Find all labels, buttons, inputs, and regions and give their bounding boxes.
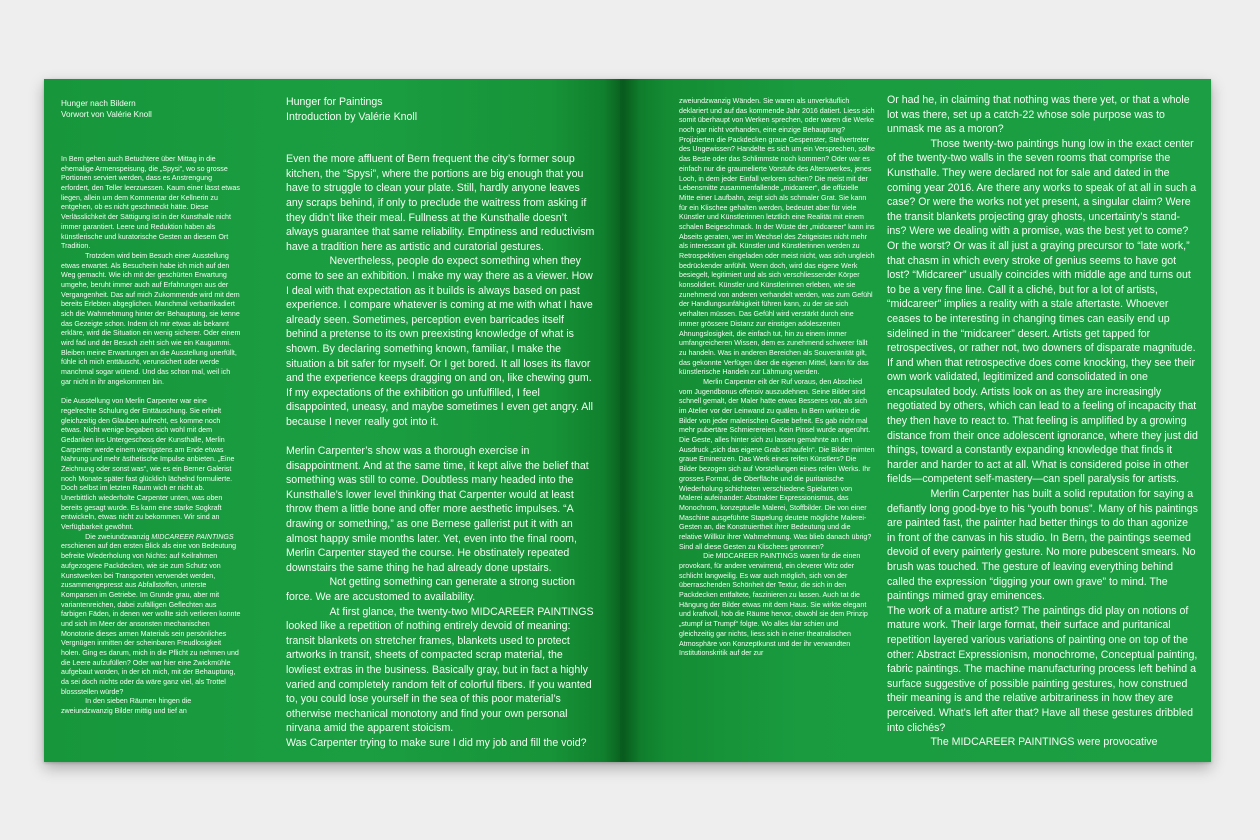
english-paragraph: Even the more affluent of Bern frequent the city’s former soup kitchen, the “Spysi”, where the portions are big enough that you have to struggle to clean your plate. Still, hardly anyone leaves any scraps behind, if only to preclude the waitress from asking if they didn’t like their meal. Fullness at the Kunsthalle doesn’t always guarantee that same reliability. Emptiness and reductivism have a tradition here as artistic and curatorial gestures.	[286, 153, 595, 253]
english-text-column-right	[887, 93, 1199, 750]
english-paragraph: Not getting something can generate a strong suction force. We are accustomed to availability.	[286, 576, 576, 603]
german-paragraph: In Bern gehen auch Betuchtere über Mittag in die ehemalige Armenspeisung, die „Spysi“, wo so grosse Portionen serviert werden, dass es Anstrengung erfordert, den Teller leerzuessen. Kaum einer lässt etwas liegen, allein um dem Kommentar der Kellnerin zu entgehen, ob es nicht geschmeckt hätte. Diese Verlässlichkeit der Sättigung ist in der Kunsthalle nicht immer garantiert. Leere und Reduktion haben als künstlerische und kuratorische Gesten an diesem Ort Tradition.	[61, 155, 240, 251]
book-spread	[44, 79, 1211, 762]
english-heading	[286, 95, 598, 124]
german-text-run: Die zweiundzwanzig	[85, 532, 152, 541]
german-title: Hunger nach Bildern	[61, 99, 136, 108]
german-text-column-left	[61, 155, 241, 717]
german-paragraph	[61, 533, 241, 698]
german-text-column-right	[679, 97, 875, 659]
english-paragraph: The MIDCAREER PAINTINGS were provocative	[930, 736, 1158, 749]
english-paragraph: Was Carpenter trying to make sure I did my job and fill the void?	[286, 736, 587, 749]
german-paragraph: Die Ausstellung von Merlin Carpenter war eine regelrechte Schulung der Enttäuschung. Sie erhielt gleichzeitig den Glauben aufrecht, es komme noch etwas. Nicht wenige begaben sich wohl mit dem Gedanken ins Untergeschoss der Kunsthalle, Merlin Carpenter werde einem wenigstens am Ende etwas Nahrung und mehr ästhetische Impulse anbieten. „Eine Zeichnung oder sonst was“, wie es ein Berner Galerist noch Monate später fast glücklich lächelnd formulierte. Doch selbst im letzten Raum wich er nicht ab. Unerbittlich wiederholte Carpenter unten, was oben bereits gesagt wurde. Es kann eine starke Sogkraft entwickeln, etwas nicht zu bekommen. Wir sind an Verfügbarkeit gewöhnt.	[61, 397, 235, 532]
german-subtitle: Vorwort von Valérie Knoll	[61, 110, 152, 119]
right-page	[620, 79, 1211, 762]
german-paragraph: Merlin Carpenter eilt der Ruf voraus, den Abschied vom Jugendbonus offensiv auszudehnen. Seine Bilder sind schnell gemalt, der Maler hatte etwas Besseres vor, als sich im Atelier vor der Leinwand zu quälen. In Bern wirkten die Bilder von jeder malerischen Geste befreit. Es gab nicht mal mehr pubertäre Schmierereien. Kein Pinsel wurde angerührt. Die Geste, alles hinter sich zu lassen gemahnte an den Ausdruck „sich das eigene Grab schaufeln“. Die Bilder mimten graue Eminenzen. Das Werk eines reifen Künstlers? Die Bilder bezogen sich auf Vorstellungen eines reifen Werks. Ihr grosses Format, die Oberfläche und die puritanische Wiederholung schichteten verschiedene Spielarten von Malerei aufeinander: Abstrakter Expressionismus, das Monochrom, konzeptuelle Malerei, Stoffbilder. Die von einer Maschine ausgeführte Stapelung deutete mögliche Malerei-Gesten an, die Konstruiertheit ihrer Bedeutung und die relative Willkür ihrer Wahrnehmung. Was blieb danach übrig? Sind all diese Gesten zu Klischees geronnen?	[679, 377, 875, 551]
german-paragraph: zweiundzwanzig Wänden. Sie waren als unverkäuflich deklariert und auf das kommende Jahr 2016 datiert. Liess sich somit überhaupt von Werken sprechen, oder waren die Werke noch gar nicht vorhanden, eine einzige Behauptung? Projizierten die Packdecken graue Gespenster, Stellvertreter des Ungewissen? Handelte es sich um ein Versprechen, sollte das Beste oder das Schlimmste noch kommen? Oder war es einfach nur die graumelierte Vorstufe des Alterswerkes, jenes Loch, in dem jeder Einfall verloren schien? Die meist mit der Lebensmitte zusammenfallende „midcareer“, die offizielle Mitte einer Laufbahn, zeigt sich als schmaler Grat. Sie kann für ein Klischee gehalten werden, bedeutet aber für viele Künstler und Künstlerinnen letztlich eine Realität mit einem schalen Beigeschmack. In der Wüste der „midcareer“ kann ins Abseits geraten, wer im Wechsel des Zeitgeistes nicht mehr als interessant gilt. Künstler und Künstlerinnen werden zu Retrospektiven eingeladen oder meist nicht, was sich ungleich bedrückender anfühlt. Wenn doch, wird das eigene Werk besiegelt, legitimiert und als sich verschliessender Körper konsolidiert. Künstler und Künstlerinnen erleben, wie sie zunehmend von anderen verhandelt werden, was zum Gefühl der Handlungsunfähigkeit führen kann, zu der sie sich verhalten müssen. Das Gefühl wird verstärkt durch eine immer grössere Distanz zur einstigen adoleszenten Ahnungslosigkeit, die einfach tut, hin zu einem immer umfangreicheren Wissen, dem es zunehmend schwerer fällt zu handeln. Was in anderen Bereichen als Souveränität gilt, das gekonnte Verfügen über die eigenen Mittel, kann für das künstlerische Handeln zur Lähmung werden.	[679, 97, 875, 377]
german-italic-title: MIDCAREER PAINTINGS	[151, 532, 234, 541]
german-paragraph: Trotzdem wird beim Besuch einer Ausstellung etwas erwartet. Als Besucherin habe ich mich auf den Weg gemacht. Wie ich mit der geschürten Erwartung umgehe, beruht immer auch auf Erfahrungen aus der Vergangenheit. Das auf mich Zukommende wird mit dem bereits Erlebten abgeglichen. Manchmal verbarrikadiert sich die Wahrnehmung hinter der Behauptung, sie kenne das Gezeigte schon. Indem ich mir etwas als bekannt erkläre, wird die Situation ein wenig sicherer. Oder einem wird fad und der Besuch zieht sich wie ein Kaugummi. Bleiben meine Erwartungen an die Ausstellung unerfüllt, fühle ich mich enttäuscht, verunsichert oder werde manchmal sogar wütend. Und das schon mal, weil ich gar nicht in ihr angekommen bin.	[61, 251, 241, 386]
english-title: Hunger for Paintings	[286, 96, 383, 108]
english-subtitle: Introduction by Valérie Knoll	[286, 110, 418, 123]
english-paragraph: The work of a mature artist? The paintings did play on notions of mature work. Their large format, their surface and puritanical repetition layered various variations of painting one on top of the other: Abstract Expressionism, monochrome, Conceptual painting, fabric paintings. The machine manufacturing process left behind a surface suggestive of possible painting gestures, how construed their meaning is and the relative arbitrariness in how they are perceived. What’s left after that? Have all these gestures dribbled into clichés?	[887, 604, 1198, 734]
english-paragraph: Those twenty-two paintings hung low in the exact center of the twenty-two walls in the seven rooms that comprise the Kunsthalle. They were declared not for sale and dated in the coming year 2016. Are there any works to speak of at all in such a case? Or were the works not yet present, a singular claim? Were the transit blankets projecting gray ghosts, uncertainty’s stand-ins? Were we dealing with a promise, was the best yet to come? Or the worst? Or was it all just a graying precursor to “late work,” that chasm in which every stroke of genius seems to have got lost? “Midcareer” usually coincides with middle age and turns out to be a very fine line. Call it a cliché, but for a lot of artists, “midcareer” implies a reality with a stale aftertaste. Whoever ceases to be interesting in changing times can easily end up sidelined in the “midcareer” desert. Artists get tapped for retrospectives, or rather not, two downers of disparate magnitude. If and when that retrospective does come knocking, they see their own work validated, legitimized and consolidated in one encapsulated body. Artists look on as they are increasingly negotiated by others, which can lead to a feeling of incapacity that they then have to react to. That feeling is amplified by a growing distance from their once adolescent ignorance, where they just did things, toward a constantly expanding knowledge that finds it harder and harder to act at all. What is considered poise in other fields—competent self-mastery—can spell paralysis for artists.	[887, 137, 1198, 486]
english-paragraph: Merlin Carpenter’s show was a thorough exercise in disappointment. And at the same time, it kept alive the belief that something was still to come. Doubtless many headed into the Kunsthalle’s lower level thinking that Carpenter would at least throw them a little bone and offer more aesthetic impulses. “A drawing or something,” as one Bernese gallerist put it with an almost happy smile months later. Yet, even into the final room, Merlin Carpenter stayed the course. He obstinately repeated downstairs the same thing he had already done upstairs.	[286, 445, 589, 574]
english-text-column-left	[286, 95, 598, 751]
english-paragraph: Merlin Carpenter has built a solid reputation for saying a defiantly long good-bye to his “youth bonus”. Many of his paintings are painted fast, the painter had better things to do than agonize in front of the canvas in his studio. In Bern, the paintings seemed devoid of every painterly gesture. No more pubescent smears. No brush was touched. The gesture of leaving everything behind called the expression “digging your own grave” to mind. The paintings mimed gray eminences.	[887, 488, 1198, 603]
english-paragraph: At first glance, the twenty-two MIDCAREER PAINTINGS looked like a repetition of nothing entirely devoid of meaning: transit blankets on stretcher frames, blankets used to protect artworks in transit, sheets of compacted scrap material, the lowliest extras in the business. Basically gray, but in fact a highly varied and completely random felt of colorful fibers. If you wanted to, you could lose yourself in the sea of this poor material’s otherwise mechanical monotony and find your own personal nirvana amid the apparent stoicism.	[286, 605, 594, 735]
german-heading	[61, 98, 241, 120]
german-text-run: erschienen auf den ersten Blick als eine von Bedeutung befreite Wiederholung von Nichts: auf Keilrahmen aufgezogene Packdecken, wie sie zum Schutz von Kunstwerken bei Transporten verwendet werden, zusammengepresst aus Abfallstoffen, unterste Komparsen im Getriebe. Im Grunde grau, aber mit variantenreichen, dabei zufälligen Geflechten aus farbigen Fäden, in denen wer wollte sich verlieren konnte und sich im Meer der ansonsten mechanischen Monotonie dieses armen Materials sein persönliches Vergnügen inmitten der scheinbaren Freudlosigkeit holen. Ging es darum, mich in die Pflicht zu nehmen und die Leere aufzufüllen? Oder war hier eine Zwickmühle aufgebaut worden, in der ich mich, mit der Behauptung, da sei doch nichts oder da wäre ganz viel, als Trottel blossstellen würde?	[61, 542, 241, 696]
left-page	[44, 79, 620, 762]
german-paragraph: In den sieben Räumen hingen die zweiundzwanzig Bilder mittig und tief an	[61, 697, 192, 716]
english-paragraph: Or had he, in claiming that nothing was there yet, or that a whole lot was there, set up a catch-22 whose sole purpose was to unmask me as a moron?	[887, 94, 1190, 136]
german-paragraph: Die MIDCAREER PAINTINGS waren für die einen provokant, für andere verwirrend, ein cleverer Witz oder schlicht langweilig. Es war auch möglich, sich von der überraschenden Schönheit der Textur, die sich in den Packdecken entfaltete, faszinieren zu lassen. Auch tat die Hängung der Bilder etwas mit dem Haus. Sie wirkte elegant und kraftvoll, hob die Räume hervor, obwohl sie dem Prinzip „stumpf ist Trumpf“ folgte. Wo alles klar schien und gleichzeitig gar nichts, liess sich in einer theatralischen Atmosphäre von Konzeptkunst und der ihr verwandten Institutionskritik auf der zur	[679, 552, 868, 658]
english-paragraph: Nevertheless, people do expect something when they come to see an exhibition. I make my way there as a viewer. How I deal with that expectation as it builds is always based on past experience. I compare whatever is coming at me with what I have already seen. Sometimes, perception even barricades itself behind a pretense to its own preexisting knowledge of what is shown. By declaring something known, familiar, I make the situation a bit safer for myself. Or I get bored. It all loses its flavor and the experience keeps dragging on and on, like chewing gum. If my expectations of the exhibition go unfulfilled, I feel disappointed, uneasy, and maybe sometimes I even get angry. All because I never really got into it.	[286, 255, 594, 428]
